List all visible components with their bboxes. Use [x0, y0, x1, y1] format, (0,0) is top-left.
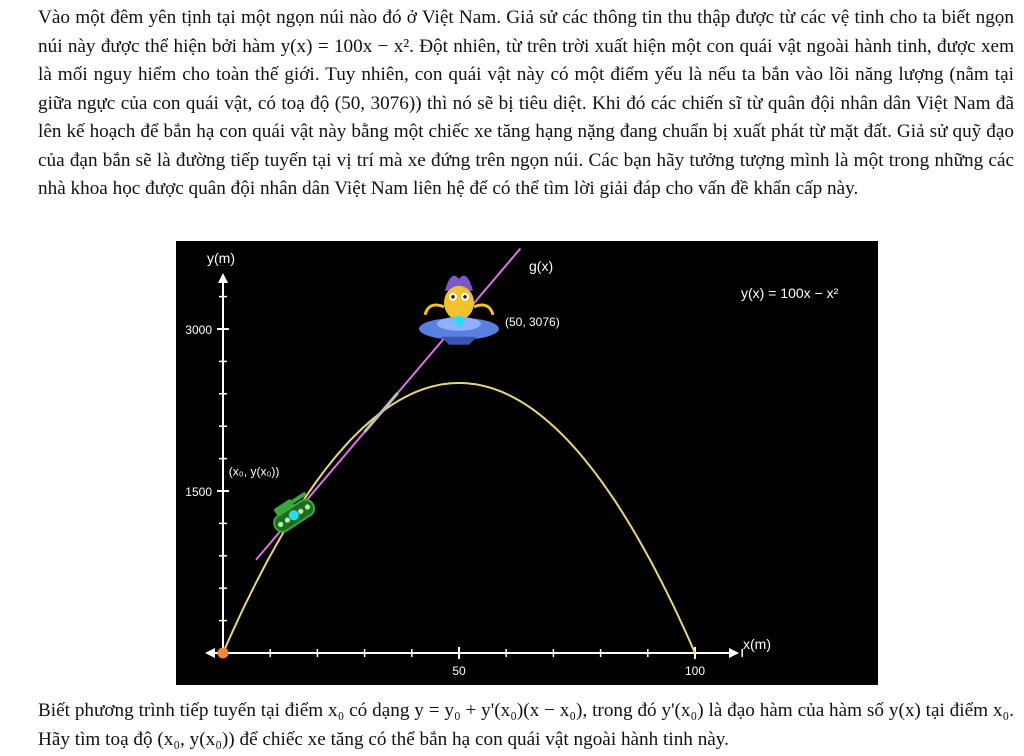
problem-question [38, 697, 1014, 754]
question-text-7: để chiếc xe tăng có thể bắn hạ con quái vật ngoài hành tinh này. [234, 728, 729, 750]
origin-marker [218, 648, 229, 659]
y-axis-arrow-icon [218, 273, 228, 283]
monster-body [444, 286, 474, 320]
intro-text-1: Vào một đêm yên tịnh tại một ngọn núi nào đó ở Việt Nam. Giả sử các thông tin thu thập được từ các vệ tinh cho ta biết ngọn núi này được thể hiện bởi hàm [38, 7, 1014, 57]
x0-symbol-2: x₀ [992, 700, 1010, 721]
monster-arm-left [425, 305, 444, 315]
x-axis-arrow-icon [729, 648, 739, 658]
yx-symbol: y(x) [888, 700, 921, 721]
question-text-3: , trong đó [582, 700, 662, 721]
x-tick-label: 50 [452, 664, 466, 678]
question-text-2: có dạng [344, 700, 415, 721]
monster-pupil-left [451, 295, 455, 299]
core-coordinate: (50, 3076) [334, 92, 416, 114]
energy-core-marker [454, 316, 464, 326]
curve-label: y(x) = 100x − x² [741, 285, 839, 301]
ufo-base [441, 337, 477, 345]
monster-arm-right [474, 305, 493, 315]
intro-text-2: . Đột nhiên, từ trên trời xuất hiện một con quái vật ngoài hành tinh, được xem là mối nguy hiểm cho toàn thế giới. Tuy nhiên, con quái vật này có một điểm yếu là nếu ta bắn vào lõi năng lượng (nằm tại giữa ngực của con quái vật, có toạ độ [38, 35, 1014, 114]
target-point: (x₀, y(x₀)) [157, 728, 235, 750]
tank-point-label: (x₀, y(x₀)) [228, 464, 280, 479]
illustration-figure [176, 241, 878, 685]
question-text-1: Biết phương trình tiếp tuyến tại điểm [38, 700, 329, 721]
y-tick-label: 3000 [185, 323, 212, 337]
problem-intro [38, 4, 1014, 204]
tank-point-marker [289, 510, 299, 520]
derivative-symbol: y'(x₀) [661, 700, 704, 721]
x0-symbol: x₀ [328, 700, 345, 721]
monster-pupil-right [463, 295, 467, 299]
x-axis-left-arrow-icon [205, 648, 215, 658]
bullet [365, 393, 398, 432]
question-text-4: là đạo hàm của hàm số [703, 700, 889, 721]
intro-text-3: ) thì nó sẽ bị tiêu diệt. Khi đó các chiến sĩ từ quân đội nhân dân Việt Nam đã lên kế hoạch để bắn hạ con quái vật này bằng một chiếc xe tăng hạng nặng đang chuẩn bị xuất phát từ mặt đất. Giả sử quỹ đạo của đạn bắn sẽ là đường tiếp tuyến tại vị trí mà xe đứng trên ngọn núi. Các bạn hãy tưởng tượng mình là một trong những các nhà khoa học được quân đội nhân dân Việt Nam liên hệ để có thể tìm lời giải đáp cho vấn đề khẩn cấp này. [38, 92, 1014, 199]
x-axis-label: x(m) [743, 636, 771, 652]
y-tick-label: 1500 [185, 485, 212, 499]
mountain-function: y(x) = 100x − x² [280, 35, 410, 57]
alien-monster-icon [419, 276, 499, 345]
tangent-label: g(x) [529, 258, 554, 274]
tangent-chart [176, 241, 878, 685]
y-axis-label: y(m) [207, 250, 235, 266]
question-text-6: . Hãy tìm toạ độ [38, 700, 1014, 750]
tangent-equation: y = y₀ + y'(x₀)(x − x₀) [414, 700, 583, 721]
monster-point-label: (50, 3076) [505, 314, 560, 329]
x-tick-label: 100 [684, 664, 706, 678]
question-text-5: tại điểm [920, 700, 993, 721]
